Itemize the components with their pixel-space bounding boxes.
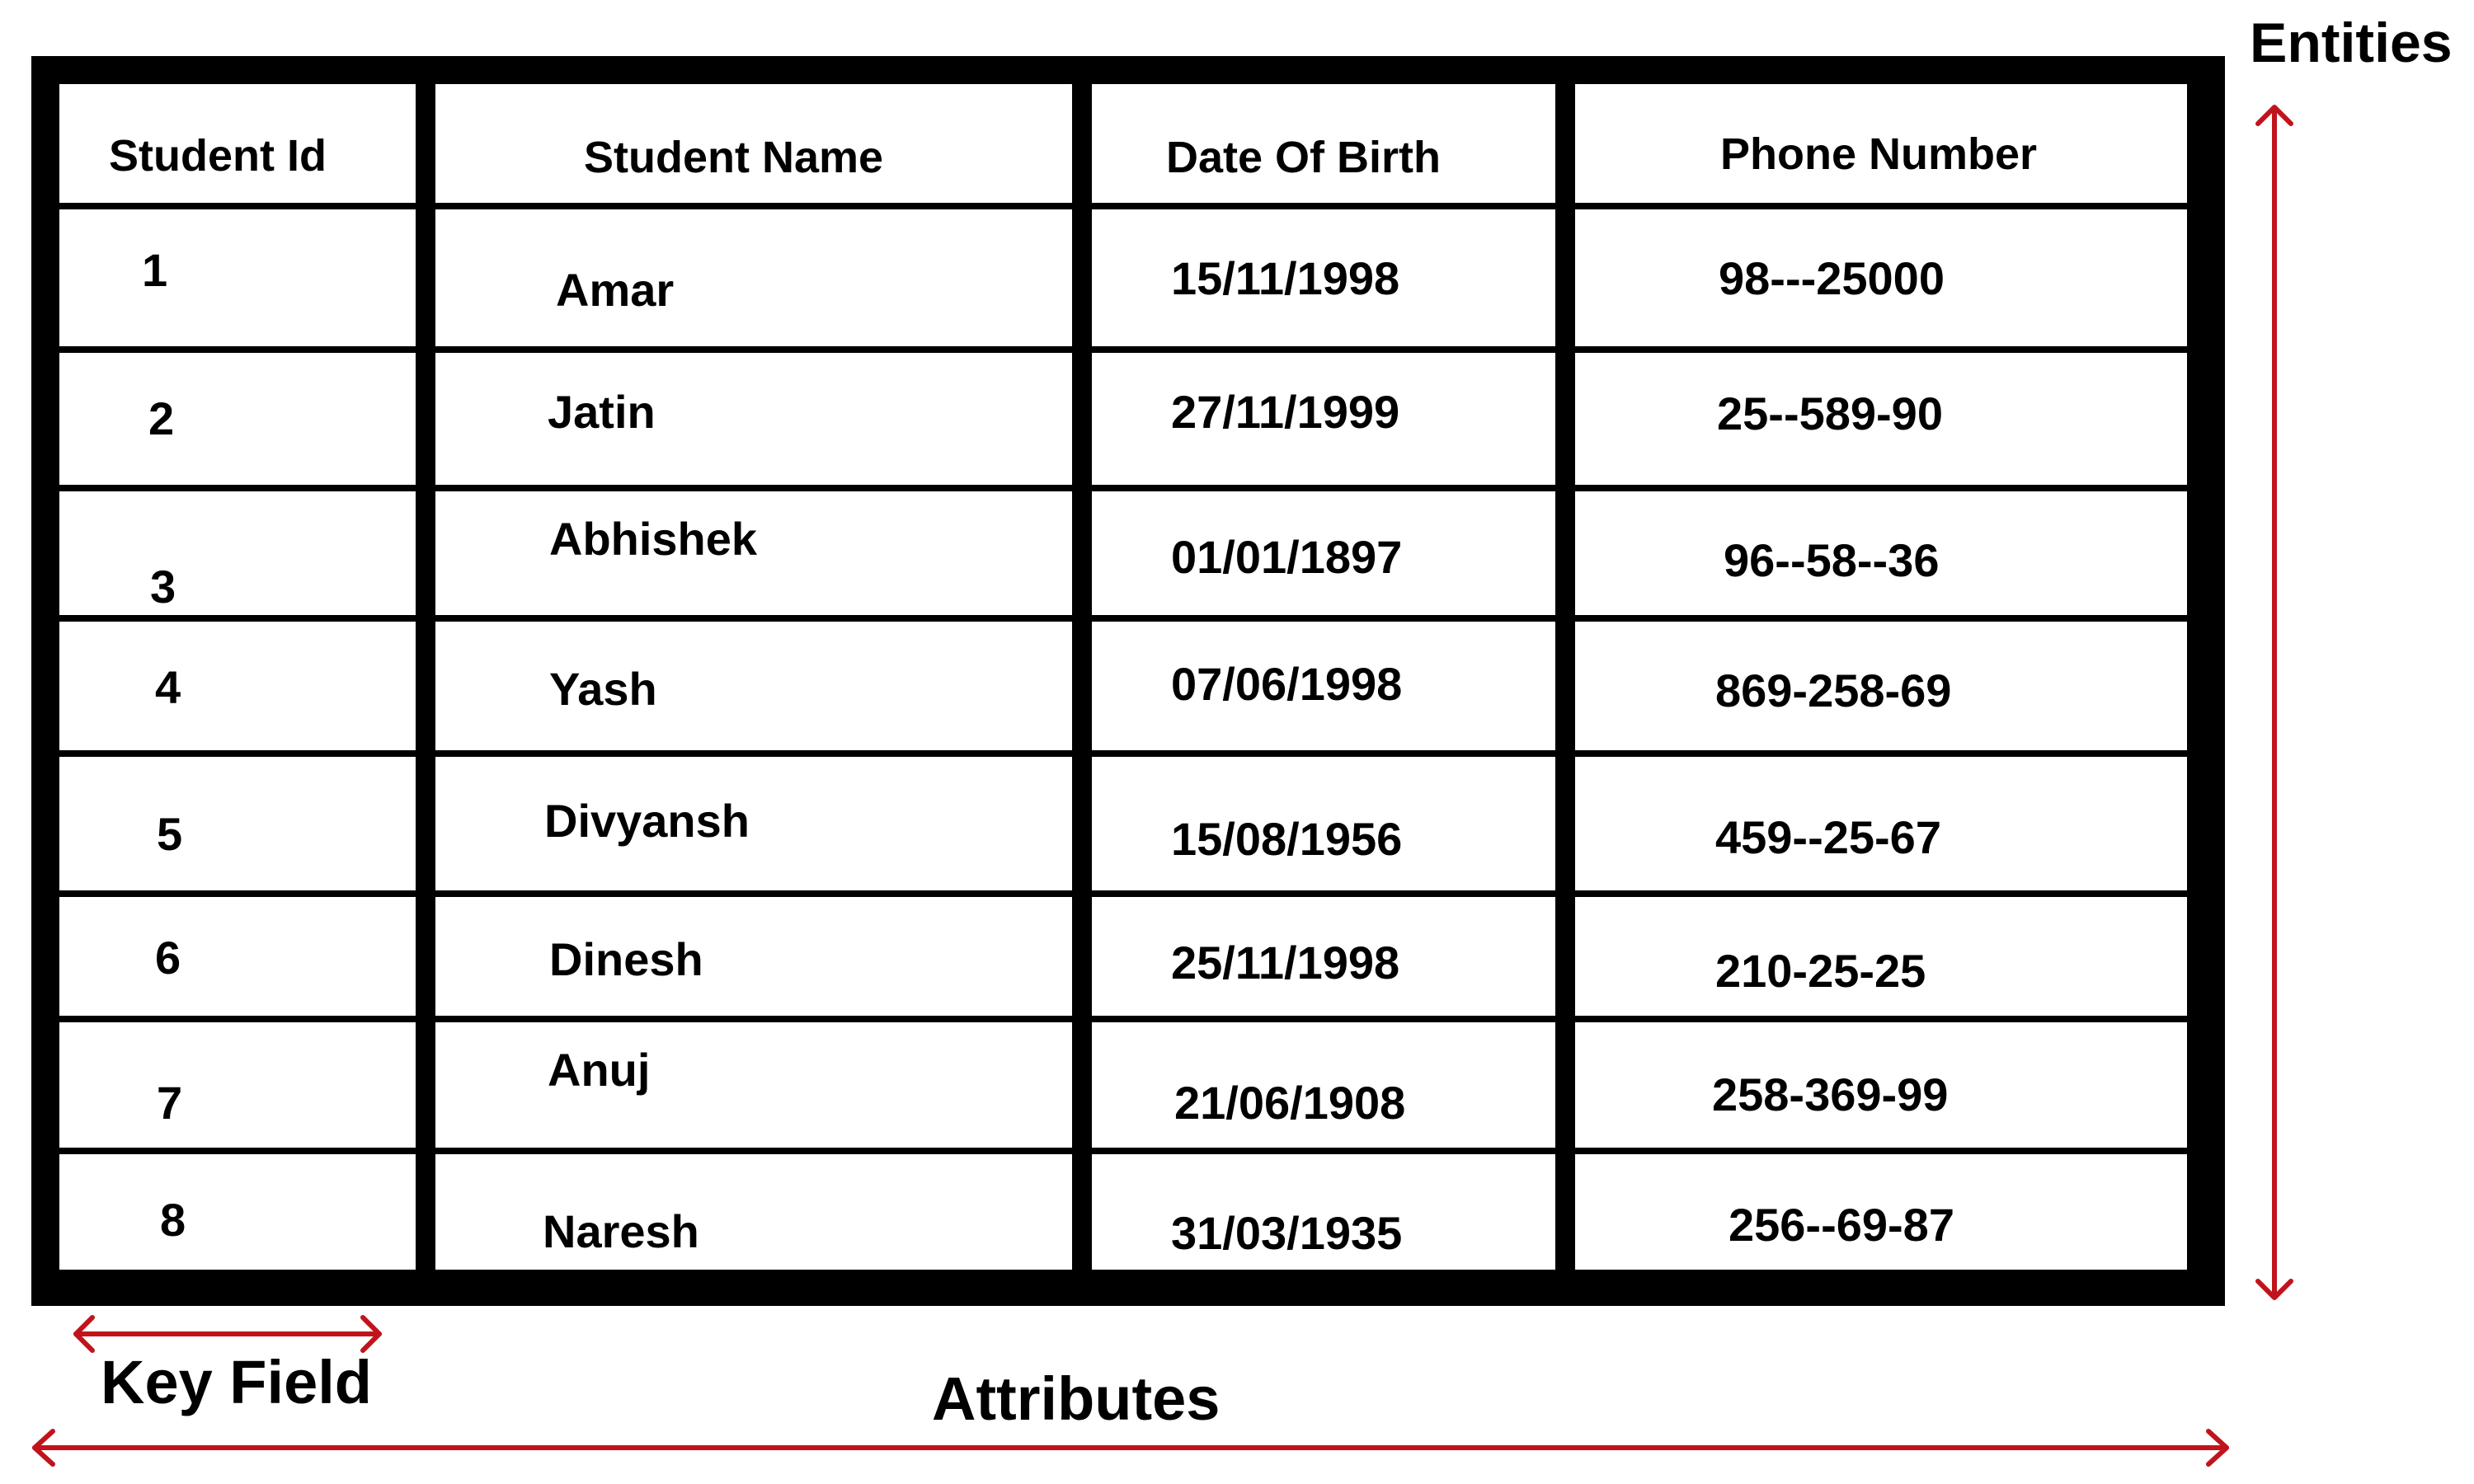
- cell-student-id: 3: [150, 561, 176, 613]
- header-student-id: Student Id: [109, 131, 327, 181]
- attributes-label: Attributes: [932, 1364, 1221, 1433]
- cell-phone-number: 869-258-69: [1715, 665, 1952, 716]
- cell-student-name: Yash: [549, 663, 657, 715]
- cell-date-of-birth: 27/11/1999: [1171, 386, 1400, 438]
- cell-date-of-birth: 01/01/1897: [1171, 531, 1403, 583]
- cell-student-name: Anuj: [548, 1044, 651, 1096]
- entities-label: Entities: [2250, 12, 2453, 74]
- cell-student-name: Abhishek: [549, 513, 758, 565]
- cell-student-id: 7: [157, 1077, 183, 1129]
- cell-student-id: 1: [142, 244, 168, 296]
- cell-student-name: Naresh: [543, 1205, 699, 1257]
- cell-date-of-birth: 07/06/1998: [1171, 658, 1403, 710]
- cell-student-name: Dinesh: [549, 933, 703, 985]
- cell-phone-number: 98---25000: [1719, 252, 1945, 304]
- cell-phone-number: 459--25-67: [1715, 811, 1941, 863]
- cell-student-id: 5: [157, 808, 183, 860]
- cell-date-of-birth: 15/08/1956: [1171, 813, 1403, 865]
- cell-student-id: 2: [148, 392, 175, 444]
- header-student-name: Student Name: [584, 133, 884, 182]
- cell-date-of-birth: 31/03/1935: [1171, 1207, 1403, 1259]
- cell-phone-number: 256--69-87: [1729, 1199, 1954, 1251]
- header-date-of-birth: Date Of Birth: [1166, 133, 1442, 182]
- cell-phone-number: 96--58--36: [1724, 534, 1940, 586]
- header-phone-number: Phone Number: [1720, 129, 2038, 179]
- cell-student-name: Divyansh: [544, 795, 750, 847]
- key-field-label: Key Field: [101, 1348, 372, 1416]
- cell-student-name: Jatin: [548, 386, 656, 438]
- cell-phone-number: 258-369-99: [1712, 1068, 1949, 1120]
- cell-date-of-birth: 25/11/1998: [1171, 937, 1400, 989]
- cell-date-of-birth: 21/06/1908: [1174, 1077, 1406, 1129]
- cell-student-name: Amar: [556, 264, 675, 316]
- cell-student-id: 8: [160, 1194, 186, 1246]
- cell-student-id: 4: [155, 661, 181, 713]
- cell-student-id: 6: [155, 932, 181, 984]
- cell-phone-number: 25--589-90: [1717, 387, 1943, 439]
- cell-date-of-birth: 15/11/1998: [1171, 252, 1400, 304]
- cell-phone-number: 210-25-25: [1715, 945, 1926, 997]
